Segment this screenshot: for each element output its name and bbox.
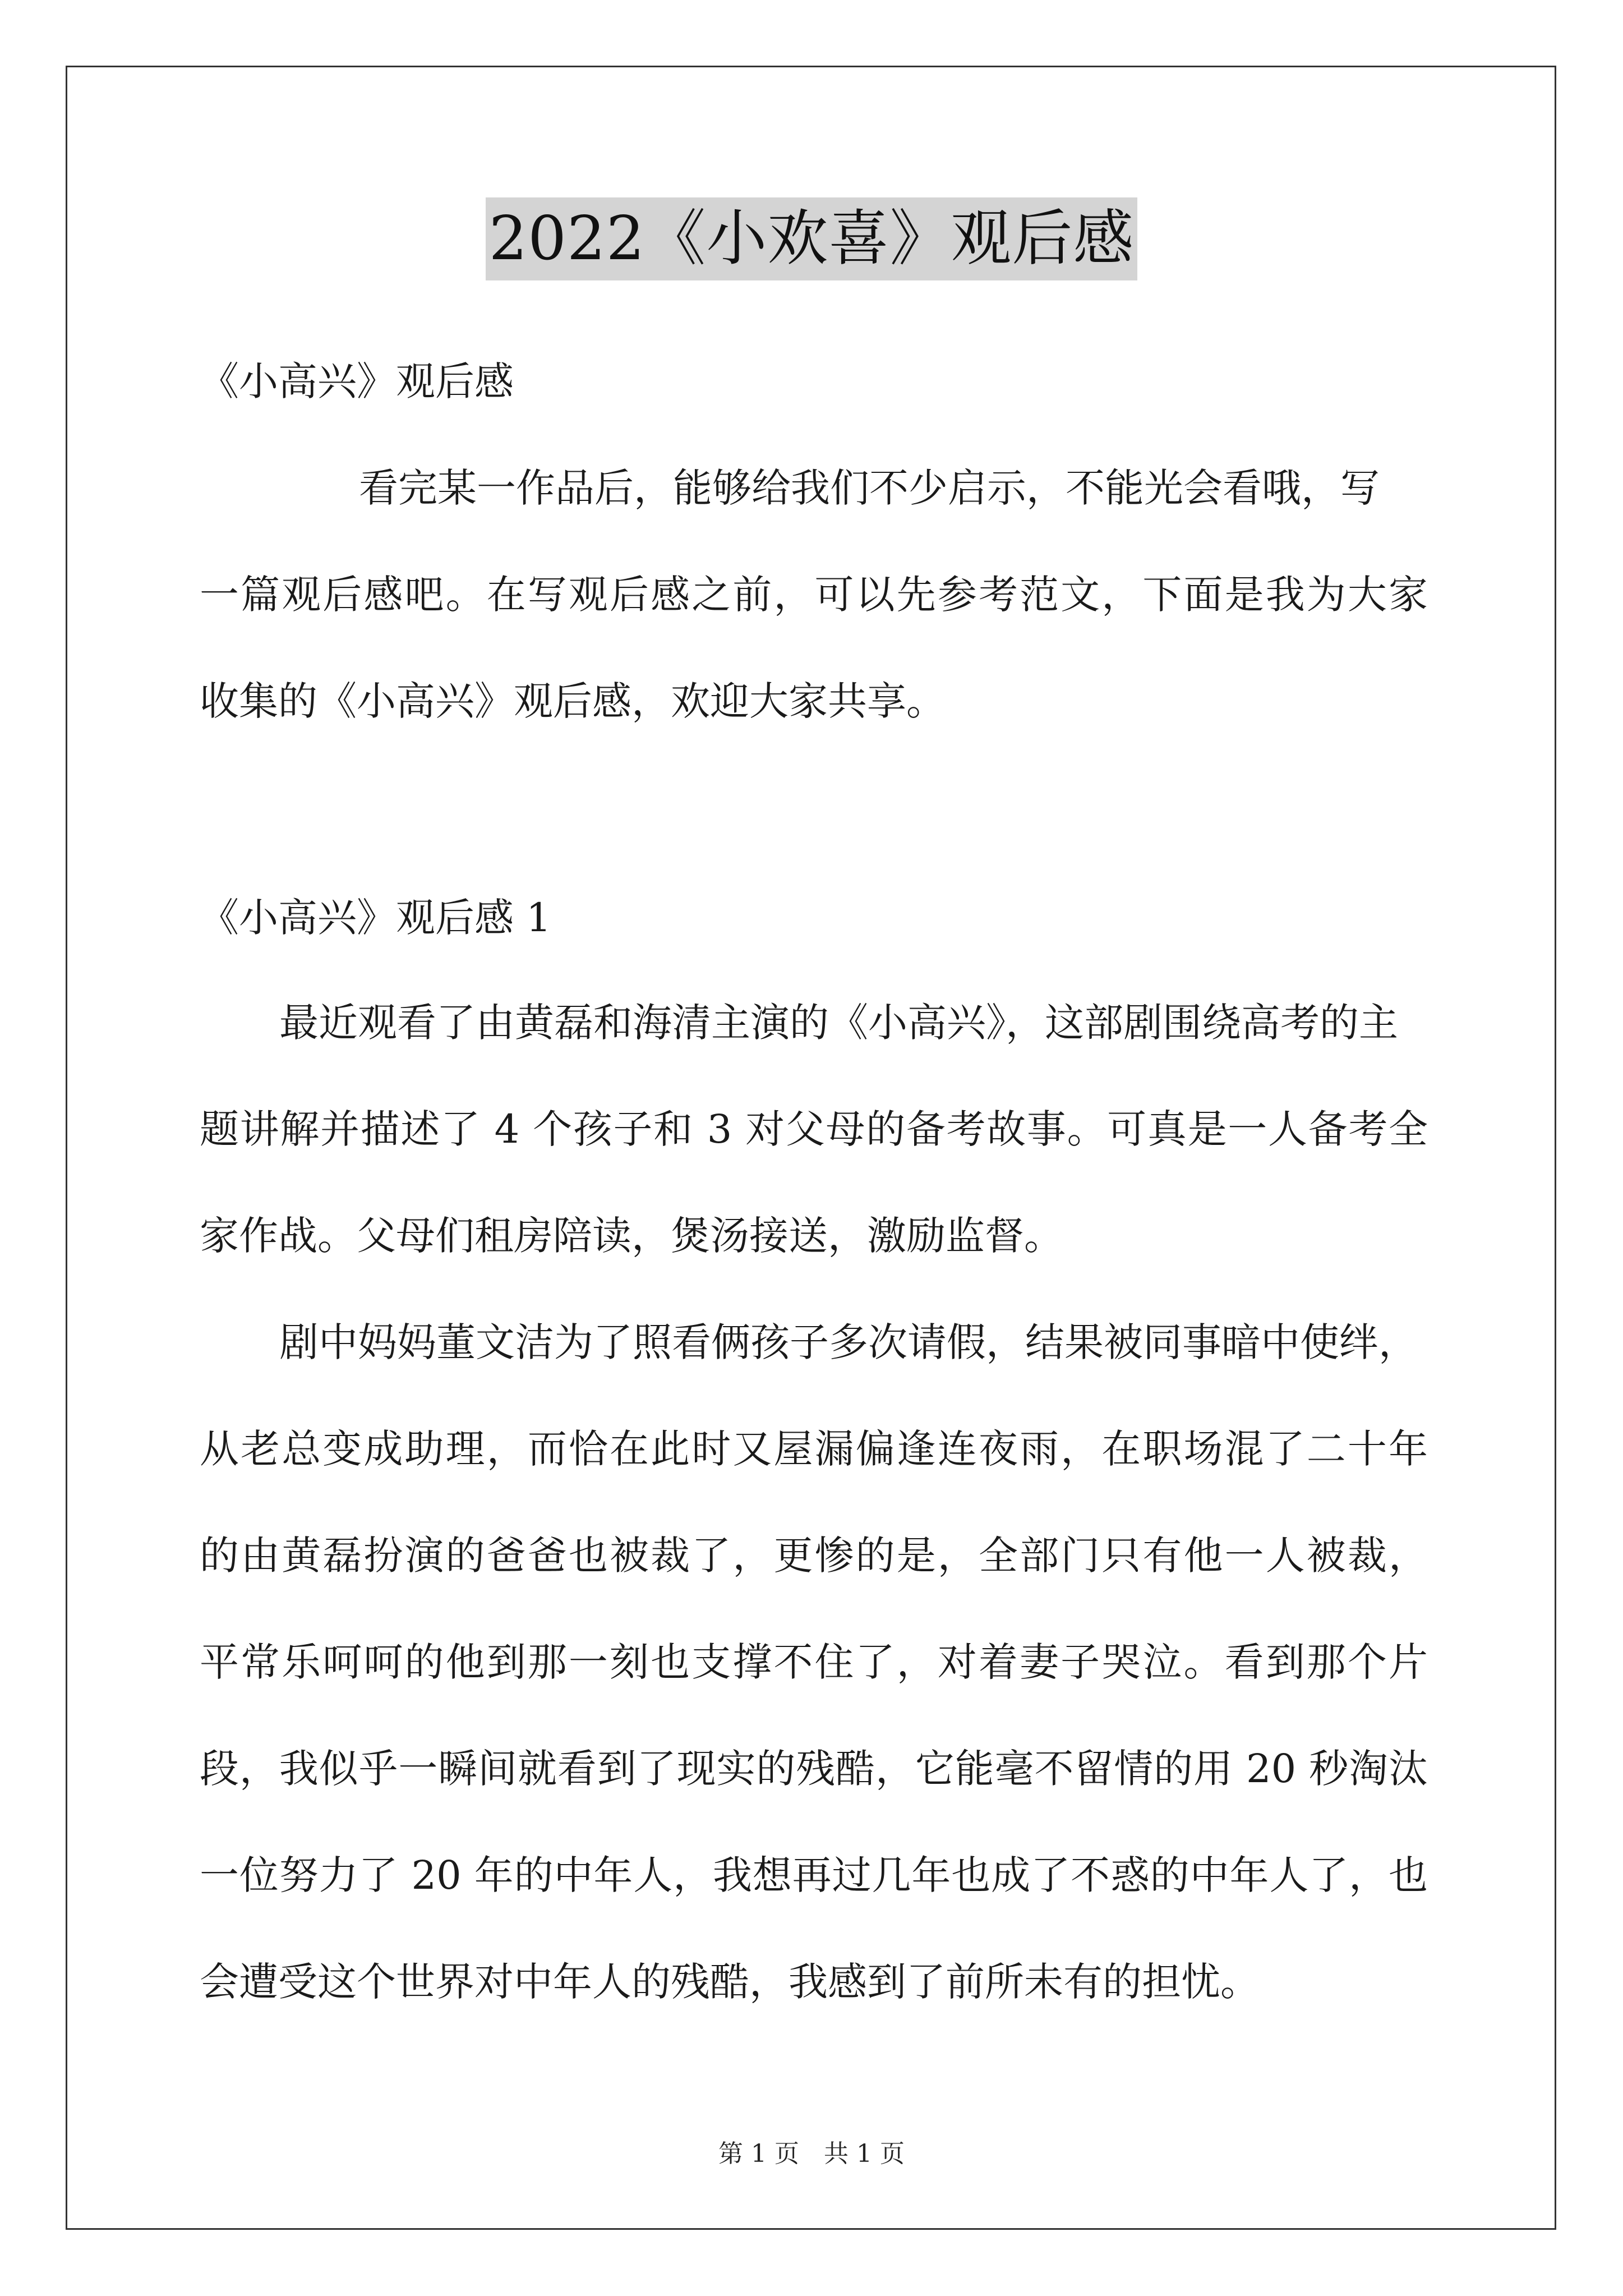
intro-line-3: 收集的《小高兴》观后感，欢迎大家共享。 [200,678,946,724]
heading-intro: 《小高兴》观后感 [200,358,514,404]
title-container [0,197,1623,280]
para2-line-5: 段，我似乎一瞬间就看到了现实的残酷，它能毫不留情的用 20 秒淘汰 [200,1746,1428,1792]
para2-line-1: 剧中妈妈董文洁为了照看俩孩子多次请假，结果被同事暗中使绊， [279,1319,1418,1365]
page-footer: 第 1 页 共 1 页 [718,2139,905,2168]
intro-line-2: 一篇观后感吧。在写观后感之前，可以先参考范文，下面是我为大家 [200,572,1428,618]
heading-1: 《小高兴》观后感 1 [200,895,551,941]
para1-line-3: 家作战。父母们租房陪读，煲汤接送，激励监督。 [200,1213,1063,1259]
para2-line-6: 一位努力了 20 年的中年人，我想再过几年也成了不惑的中年人了，也 [200,1852,1428,1898]
document-title: 2022《小欢喜》观后感 [486,197,1138,280]
para2-line-7: 会遭受这个世界对中年人的残酷，我感到了前所未有的担忧。 [200,1959,1260,2005]
para2-line-4: 平常乐呵呵的他到那一刻也支撑不住了，对着妻子哭泣。看到那个片 [200,1639,1428,1685]
intro-line-1: 看完某一作品后，能够给我们不少启示，不能光会看哦，写 [359,465,1380,511]
para2-line-3: 的由黄磊扮演的爸爸也被裁了，更惨的是，全部门只有他一人被裁， [200,1533,1428,1579]
para1-line-2: 题讲解并描述了 4 个孩子和 3 对父母的备考故事。可真是一人备考全 [200,1106,1428,1152]
para1-line-1: 最近观看了由黄磊和海清主演的《小高兴》，这部剧围绕高考的主 [279,1000,1398,1046]
para2-line-2: 从老总变成助理，而恰在此时又屋漏偏逢连夜雨，在职场混了二十年 [200,1426,1428,1472]
